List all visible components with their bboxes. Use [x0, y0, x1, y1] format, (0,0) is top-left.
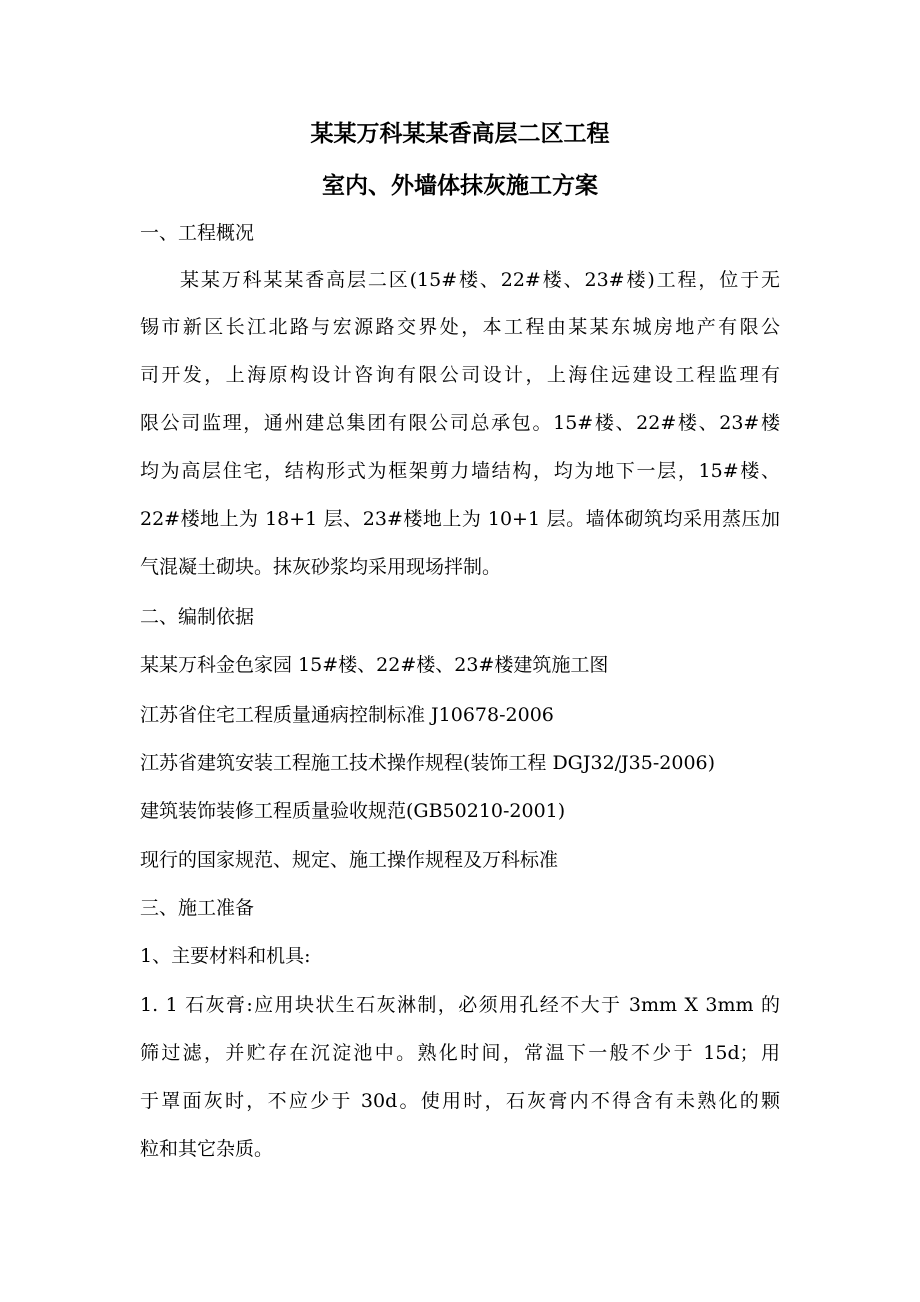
section-heading-overview: 一、工程概况: [140, 222, 255, 244]
paragraph-line: 筛过滤，并贮存在沉淀池中。熟化时间，常温下一般不少于 15d；用: [140, 1042, 780, 1064]
basis-item: 江苏省住宅工程质量通病控制标准 J10678-2006: [140, 704, 554, 726]
basis-item: 某某万科金色家园 15#楼、22#楼、23#楼建筑施工图: [140, 654, 609, 676]
paragraph-line: 22#楼地上为 18+1 层、23#楼地上为 10+1 层。墙体砌筑均采用蒸压加: [140, 508, 780, 530]
basis-item: 江苏省建筑安装工程施工技术操作规程(装饰工程 DGJ32/J35-2006): [140, 752, 716, 774]
document-title: 某某万科某某香高层二区工程: [310, 121, 610, 147]
section-heading-preparation: 三、施工准备: [140, 897, 255, 919]
paragraph-line: 于罩面灰时，不应少于 30d。使用时，石灰膏内不得含有未熟化的颗: [140, 1090, 780, 1112]
document-subtitle: 室内、外墙体抹灰施工方案: [322, 173, 598, 199]
paragraph-line: 气混凝土砌块。抹灰砂浆均采用现场拌制。: [140, 556, 502, 578]
basis-item: 现行的国家规范、规定、施工操作规程及万科标准: [140, 849, 559, 871]
paragraph-line: 锡市新区长江北路与宏源路交界处，本工程由某某东城房地产有限公: [140, 316, 780, 338]
paragraph-line: 司开发，上海原构设计咨询有限公司设计，上海住远建设工程监理有: [140, 364, 780, 386]
paragraph-line: 均为高层住宅，结构形式为框架剪力墙结构，均为地下一层，15#楼、: [140, 460, 780, 482]
paragraph-line: 粒和其它杂质。: [140, 1138, 274, 1160]
paragraph-line: 1. 1 石灰膏:应用块状生石灰淋制，必须用孔经不大于 3mm X 3mm 的: [140, 994, 780, 1016]
subsection-heading: 1、主要材料和机具:: [140, 945, 311, 967]
paragraph-line: 某某万科某某香高层二区(15#楼、22#楼、23#楼)工程，位于无: [180, 269, 780, 291]
paragraph-line: 限公司监理，通州建总集团有限公司总承包。15#楼、22#楼、23#楼: [140, 412, 780, 434]
section-heading-basis: 二、编制依据: [140, 606, 255, 628]
basis-item: 建筑装饰装修工程质量验收规范(GB50210-2001): [140, 800, 566, 822]
